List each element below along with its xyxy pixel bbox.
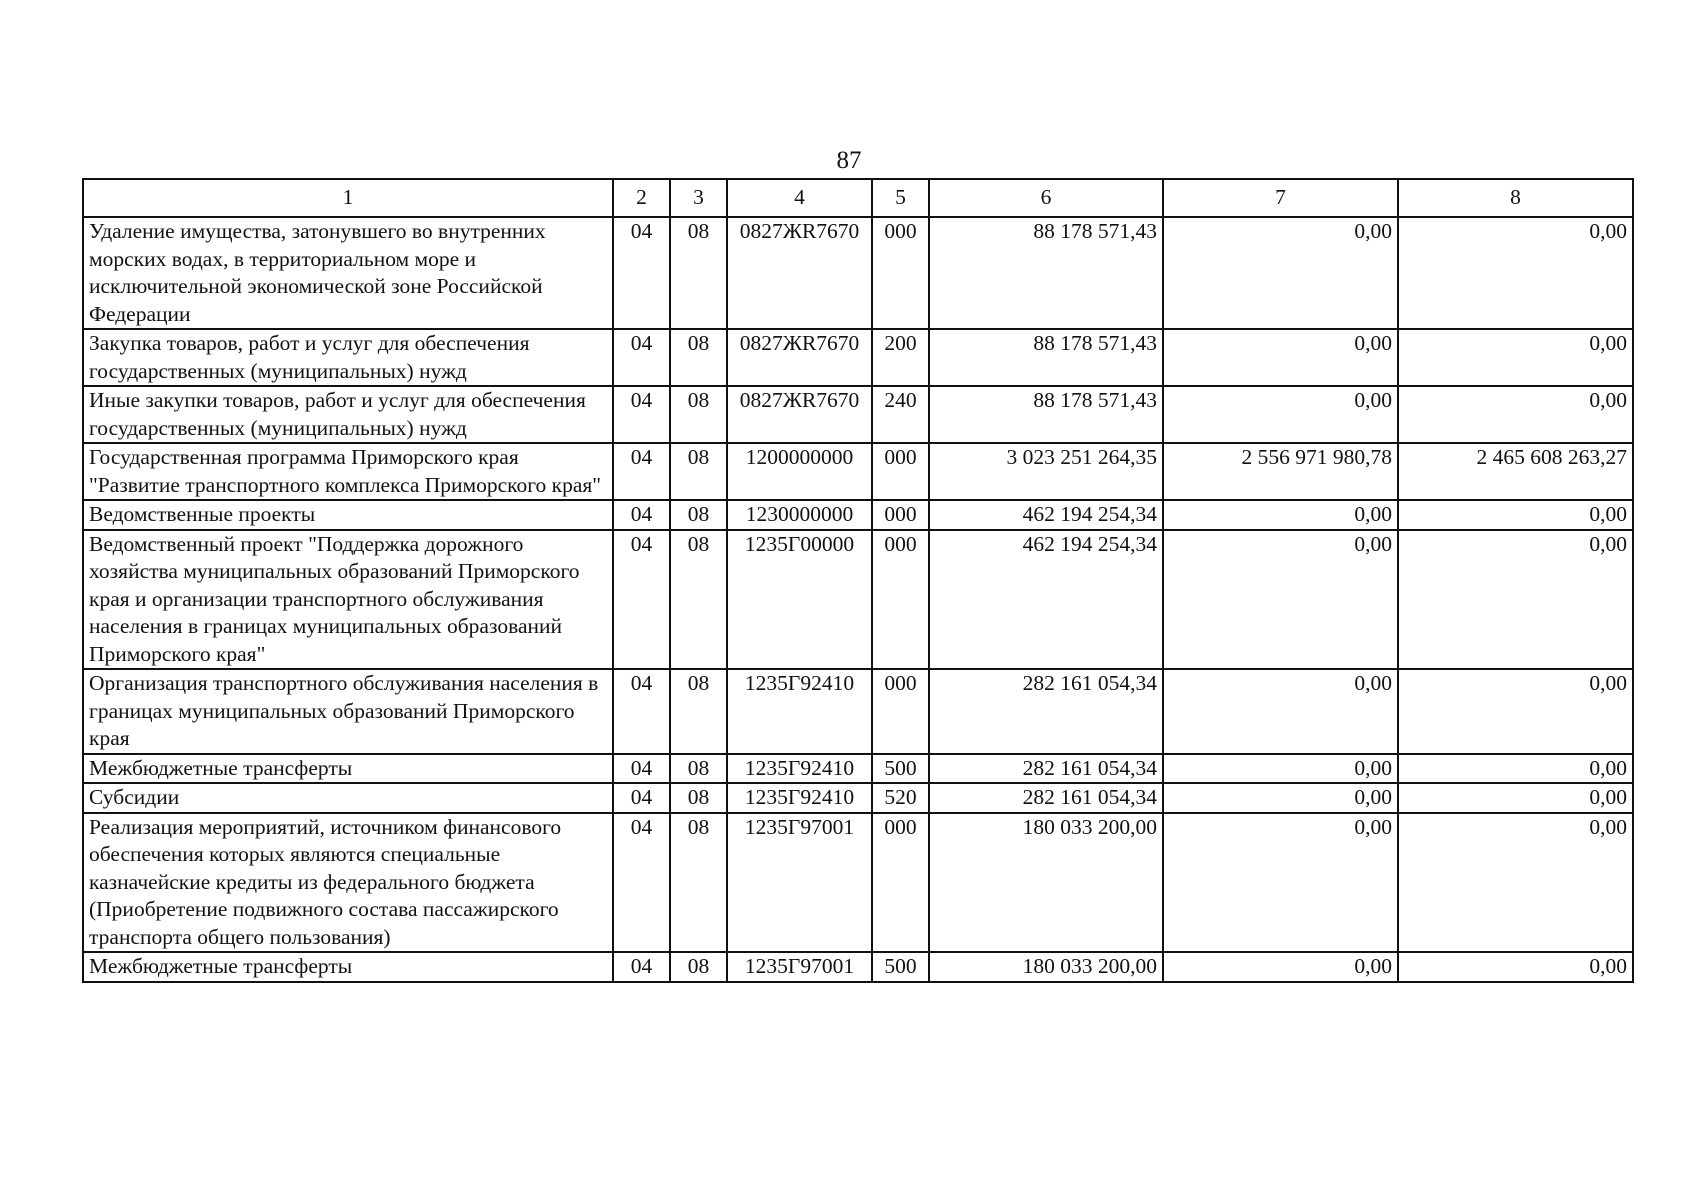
column-header: 8 xyxy=(1398,179,1633,217)
target-article-cell: 1230000000 xyxy=(727,500,872,530)
column-header: 5 xyxy=(872,179,929,217)
amount-col8-cell: 0,00 xyxy=(1398,329,1633,386)
amount-col8-cell: 0,00 xyxy=(1398,386,1633,443)
page-number: 87 xyxy=(836,147,862,174)
table-row xyxy=(83,386,1633,443)
section-code-cell: 04 xyxy=(613,329,670,386)
amount-col6-cell: 282 161 054,34 xyxy=(929,754,1163,784)
row-name-cell: Ведомственные проекты xyxy=(83,500,613,530)
row-name-cell: Реализация мероприятий, источником финансового обеспечения которых являются специальные казначейские кредиты из федерального бюджета (Приобретение подвижного состава пассажирского транспорта общего пользования) xyxy=(83,813,613,953)
section-code-cell: 04 xyxy=(613,530,670,670)
table-row xyxy=(83,952,1633,982)
expense-type-cell: 000 xyxy=(872,443,929,500)
row-name-cell: Иные закупки товаров, работ и услуг для обеспечения государственных (муниципальных) нужд xyxy=(83,386,613,443)
expense-type-cell: 000 xyxy=(872,217,929,329)
amount-col6-cell: 180 033 200,00 xyxy=(929,813,1163,953)
column-header: 6 xyxy=(929,179,1163,217)
expense-type-cell: 240 xyxy=(872,386,929,443)
amount-col8-cell: 0,00 xyxy=(1398,952,1633,982)
subsection-code-cell: 08 xyxy=(670,217,727,329)
target-article-cell: 1235Г92410 xyxy=(727,669,872,754)
table-row xyxy=(83,500,1633,530)
amount-col6-cell: 462 194 254,34 xyxy=(929,500,1163,530)
row-name-cell: Удаление имущества, затонувшего во внутренних морских водах, в территориальном море и исключительной экономической зоне Российской Федерации xyxy=(83,217,613,329)
table-row xyxy=(83,443,1633,500)
subsection-code-cell: 08 xyxy=(670,530,727,670)
target-article-cell: 1235Г97001 xyxy=(727,952,872,982)
section-code-cell: 04 xyxy=(613,813,670,953)
target-article-cell: 0827ЖR7670 xyxy=(727,329,872,386)
row-name-cell: Ведомственный проект "Поддержка дорожного хозяйства муниципальных образований Приморского края и организации транспортного обслуживания населения в границах муниципальных образований Приморского края" xyxy=(83,530,613,670)
row-name-cell: Государственная программа Приморского края "Развитие транспортного комплекса Приморского края" xyxy=(83,443,613,500)
amount-col8-cell: 2 465 608 263,27 xyxy=(1398,443,1633,500)
table-row xyxy=(83,329,1633,386)
subsection-code-cell: 08 xyxy=(670,754,727,784)
subsection-code-cell: 08 xyxy=(670,443,727,500)
column-header: 2 xyxy=(613,179,670,217)
section-code-cell: 04 xyxy=(613,783,670,813)
amount-col8-cell: 0,00 xyxy=(1398,783,1633,813)
amount-col7-cell: 0,00 xyxy=(1163,530,1398,670)
header-row xyxy=(83,179,1633,217)
subsection-code-cell: 08 xyxy=(670,669,727,754)
expense-type-cell: 000 xyxy=(872,530,929,670)
row-name-cell: Межбюджетные трансферты xyxy=(83,952,613,982)
amount-col7-cell: 0,00 xyxy=(1163,329,1398,386)
target-article-cell: 1200000000 xyxy=(727,443,872,500)
amount-col7-cell: 0,00 xyxy=(1163,217,1398,329)
table-row xyxy=(83,754,1633,784)
amount-col7-cell: 0,00 xyxy=(1163,386,1398,443)
target-article-cell: 1235Г92410 xyxy=(727,754,872,784)
expense-type-cell: 200 xyxy=(872,329,929,386)
subsection-code-cell: 08 xyxy=(670,329,727,386)
amount-col6-cell: 3 023 251 264,35 xyxy=(929,443,1163,500)
section-code-cell: 04 xyxy=(613,754,670,784)
target-article-cell: 0827ЖR7670 xyxy=(727,386,872,443)
amount-col6-cell: 180 033 200,00 xyxy=(929,952,1163,982)
amount-col7-cell: 0,00 xyxy=(1163,500,1398,530)
table-row xyxy=(83,783,1633,813)
expense-type-cell: 000 xyxy=(872,500,929,530)
amount-col8-cell: 0,00 xyxy=(1398,530,1633,670)
subsection-code-cell: 08 xyxy=(670,952,727,982)
section-code-cell: 04 xyxy=(613,386,670,443)
row-name-cell: Межбюджетные трансферты xyxy=(83,754,613,784)
amount-col7-cell: 0,00 xyxy=(1163,754,1398,784)
row-name-cell: Организация транспортного обслуживания населения в границах муниципальных образований Приморского края xyxy=(83,669,613,754)
target-article-cell: 1235Г00000 xyxy=(727,530,872,670)
subsection-code-cell: 08 xyxy=(670,813,727,953)
target-article-cell: 1235Г97001 xyxy=(727,813,872,953)
amount-col8-cell: 0,00 xyxy=(1398,669,1633,754)
column-header: 4 xyxy=(727,179,872,217)
expense-type-cell: 500 xyxy=(872,952,929,982)
amount-col6-cell: 88 178 571,43 xyxy=(929,329,1163,386)
amount-col6-cell: 462 194 254,34 xyxy=(929,530,1163,670)
amount-col6-cell: 282 161 054,34 xyxy=(929,783,1163,813)
amount-col8-cell: 0,00 xyxy=(1398,500,1633,530)
subsection-code-cell: 08 xyxy=(670,783,727,813)
expense-type-cell: 000 xyxy=(872,669,929,754)
amount-col7-cell: 0,00 xyxy=(1163,783,1398,813)
amount-col7-cell: 2 556 971 980,78 xyxy=(1163,443,1398,500)
expense-type-cell: 500 xyxy=(872,754,929,784)
amount-col8-cell: 0,00 xyxy=(1398,754,1633,784)
amount-col7-cell: 0,00 xyxy=(1163,952,1398,982)
target-article-cell: 1235Г92410 xyxy=(727,783,872,813)
table-row xyxy=(83,813,1633,953)
budget-table xyxy=(82,178,1634,983)
table-row xyxy=(83,669,1633,754)
row-name-cell: Закупка товаров, работ и услуг для обеспечения государственных (муниципальных) нужд xyxy=(83,329,613,386)
section-code-cell: 04 xyxy=(613,217,670,329)
column-header: 7 xyxy=(1163,179,1398,217)
section-code-cell: 04 xyxy=(613,443,670,500)
subsection-code-cell: 08 xyxy=(670,386,727,443)
amount-col6-cell: 282 161 054,34 xyxy=(929,669,1163,754)
section-code-cell: 04 xyxy=(613,669,670,754)
table-row xyxy=(83,217,1633,329)
column-header: 1 xyxy=(83,179,613,217)
section-code-cell: 04 xyxy=(613,952,670,982)
amount-col6-cell: 88 178 571,43 xyxy=(929,217,1163,329)
amount-col6-cell: 88 178 571,43 xyxy=(929,386,1163,443)
row-name-cell: Субсидии xyxy=(83,783,613,813)
amount-col8-cell: 0,00 xyxy=(1398,813,1633,953)
expense-type-cell: 520 xyxy=(872,783,929,813)
column-header: 3 xyxy=(670,179,727,217)
table-body xyxy=(83,217,1633,982)
table-row xyxy=(83,530,1633,670)
target-article-cell: 0827ЖR7670 xyxy=(727,217,872,329)
amount-col7-cell: 0,00 xyxy=(1163,669,1398,754)
section-code-cell: 04 xyxy=(613,500,670,530)
amount-col7-cell: 0,00 xyxy=(1163,813,1398,953)
subsection-code-cell: 08 xyxy=(670,500,727,530)
amount-col8-cell: 0,00 xyxy=(1398,217,1633,329)
expense-type-cell: 000 xyxy=(872,813,929,953)
